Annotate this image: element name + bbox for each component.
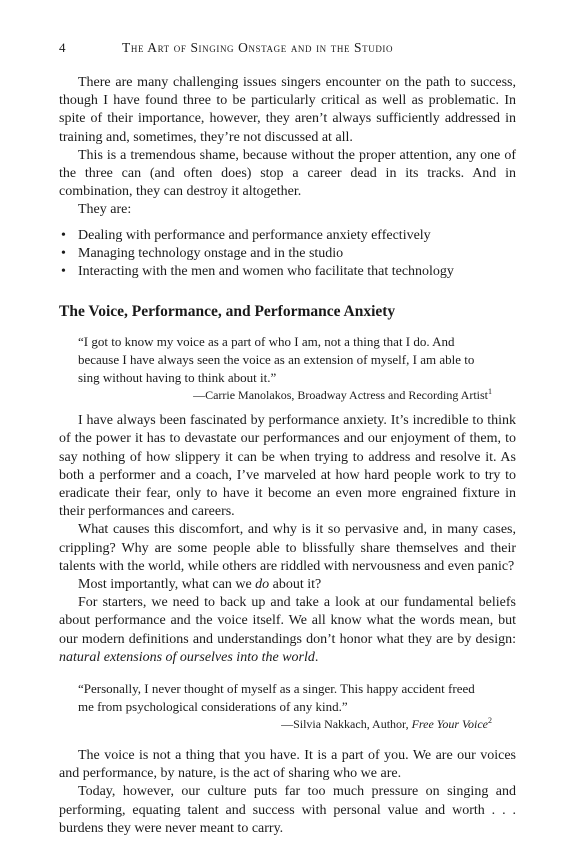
section-heading: The Voice, Performance, and Performance Anxiety — [59, 303, 396, 321]
body-paragraph-6: Today, however, our culture puts far too much pressure on singing and performing, equating talent and success with personal value and worth . . . burdens they were never meant to carry. — [59, 784, 516, 836]
emphasis-natural-extensions: natural extensions of ourselves into the world — [59, 649, 315, 665]
footnote-marker: 2 — [488, 716, 492, 726]
intro-paragraph-1: There are many challenging issues singers encounter on the path to success, though I have found three to be particularly critical as well as problematic. In spite of their importance, however, they aren’t always sufficiently addressed in training and, sometimes, they’re not discussed at all. — [59, 75, 516, 145]
bullet-item: • Dealing with performance and performance anxiety effectively — [59, 227, 516, 245]
intro-paragraph-3: They are: — [78, 202, 132, 218]
bullet-item: • Interacting with the men and women who facilitate that technology — [59, 263, 516, 281]
body-paragraph-3: Most importantly, what can we do about it? — [78, 577, 322, 593]
epigraph-manolakos — [78, 333, 492, 404]
epigraph-attribution: —Silvia Nakkach, Author, Free Your Voice$^2$ — [281, 716, 492, 732]
epigraph-quote: “I got to know my voice as a part of who I am, not a thing that I do. And because I have always seen the voice as an extension of myself, I am able to sing without having to think about it.” — [78, 334, 475, 386]
running-title: The Art of Singing Onstage and in the Studio — [122, 40, 394, 55]
page-number: 4 — [59, 40, 66, 55]
epigraph-attribution — [78, 387, 492, 404]
page-content — [59, 74, 516, 838]
body-paragraph-5: The voice is not a thing that you have. It is a part of you. We are our voices and performance, by nature, is the act of sharing who we are. — [59, 748, 516, 782]
attribution-text: —Carrie Manolakos, Broadway Actress and Recording Artist — [193, 388, 488, 403]
epigraph-quote: “Personally, I never thought of myself as a singer. This happy accident freed me from psychological considerations of any kind.” — [78, 681, 475, 715]
body-paragraph-4: For starters, we need to back up and take a look at our fundamental beliefs about performance and the voice itself. We all know what the words mean, but our modern definitions and understandings don’t honor what they are by design: natural extensions of ourselves into the world. — [59, 595, 516, 665]
bullet-list — [59, 227, 516, 282]
body-paragraph-1: I have always been fascinated by performance anxiety. It’s incredible to think of the power it has to devastate our performances and our enjoyment of them, to say nothing of how slippery it can be when trying to address and resolve it. As both a performer and a coach, I’ve marveled at how hard people work to try to eradicate their fear, only to have it become an even more engrained fixture in their performances and careers. — [59, 413, 516, 520]
intro-paragraph-2: This is a tremendous shame, because without the proper attention, any one of the three can (and often does) stop a career dead in its tracks. And in combination, they can destroy it altogether. — [59, 147, 516, 200]
epigraph-nakkach — [78, 680, 492, 733]
emphasis-do: do — [255, 577, 270, 593]
book-title: Free Your Voice — [411, 717, 488, 732]
bullet-item: • Managing technology onstage and in the studio — [59, 245, 516, 263]
body-paragraph-2: What causes this discomfort, and why is it so pervasive and, in many cases, crippling? Why are some people able to blissfully share themselves and their talents with the world, while others are riddled with nervousness and even panic? — [59, 522, 516, 574]
footnote-marker: 1 — [488, 387, 492, 397]
